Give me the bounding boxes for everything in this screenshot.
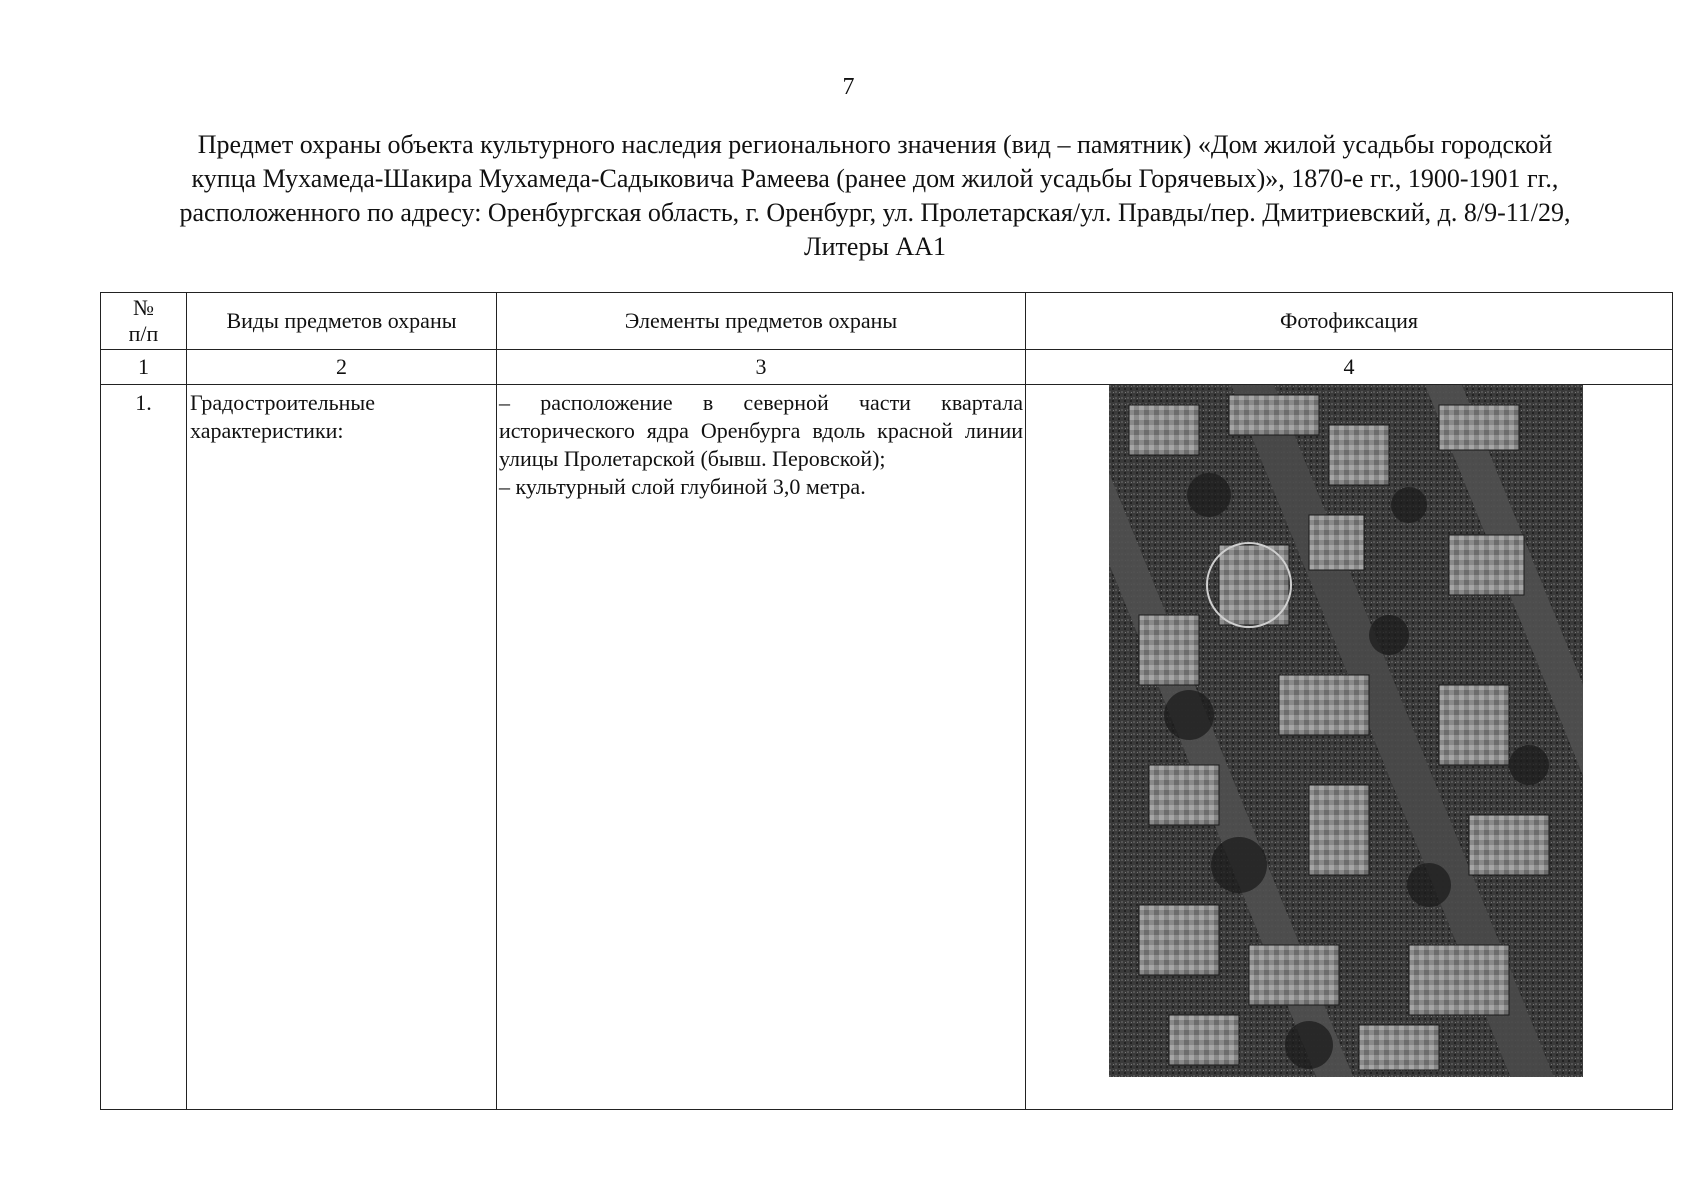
column-number: 1 [101, 350, 187, 385]
title-line: Предмет охраны объекта культурного наследия регионального значения (вид – памятник) «Дом жилой усадьбы городской [197, 130, 1553, 159]
page-number: 7 [842, 74, 855, 100]
header-num-line2: п/п [128, 321, 159, 346]
aerial-photo [1109, 385, 1583, 1077]
column-number: 3 [497, 350, 1026, 385]
aerial-photo-image [1109, 385, 1583, 1077]
column-number: 4 [1026, 350, 1673, 385]
document-title [70, 128, 1680, 264]
column-number-row [101, 350, 1673, 385]
header-types: Виды предметов охраны [187, 293, 497, 350]
protection-type [187, 385, 497, 1110]
header-elements: Элементы предметов охраны [497, 293, 1026, 350]
table-header-row [101, 293, 1673, 350]
title-line: купца Мухамеда-Шакира Мухамеда-Садыковича Рамеева (ранее дом жилой усадьбы Горячевых)», 1870-е гг., 1900-1901 гг., [191, 164, 1559, 193]
header-photo: Фотофиксация [1026, 293, 1673, 350]
row-number: 1. [101, 385, 187, 1110]
protection-type-line: характеристики: [190, 418, 344, 443]
title-line: Литеры АА1 [804, 232, 946, 261]
protection-elements [497, 385, 1026, 1110]
protection-type-line: Градостроительные [190, 390, 375, 415]
photo-cell [1026, 385, 1673, 1110]
element-item: – культурный слой глубиной 3,0 метра. [499, 474, 866, 499]
protection-table [100, 292, 1673, 1110]
element-item: – расположение в северной части квартала исторического ядра Оренбурга вдоль красной линии улицы Пролетарской (бывш. Перовской); [499, 390, 1023, 471]
header-num-line1: № [133, 295, 154, 320]
header-num [101, 293, 187, 350]
column-number: 2 [187, 350, 497, 385]
table-row [101, 385, 1673, 1110]
title-line: расположенного по адресу: Оренбургская область, г. Оренбург, ул. Пролетарская/ул. Правды/пер. Дмитриевский, д. 8/9-11/29, [179, 198, 1571, 227]
